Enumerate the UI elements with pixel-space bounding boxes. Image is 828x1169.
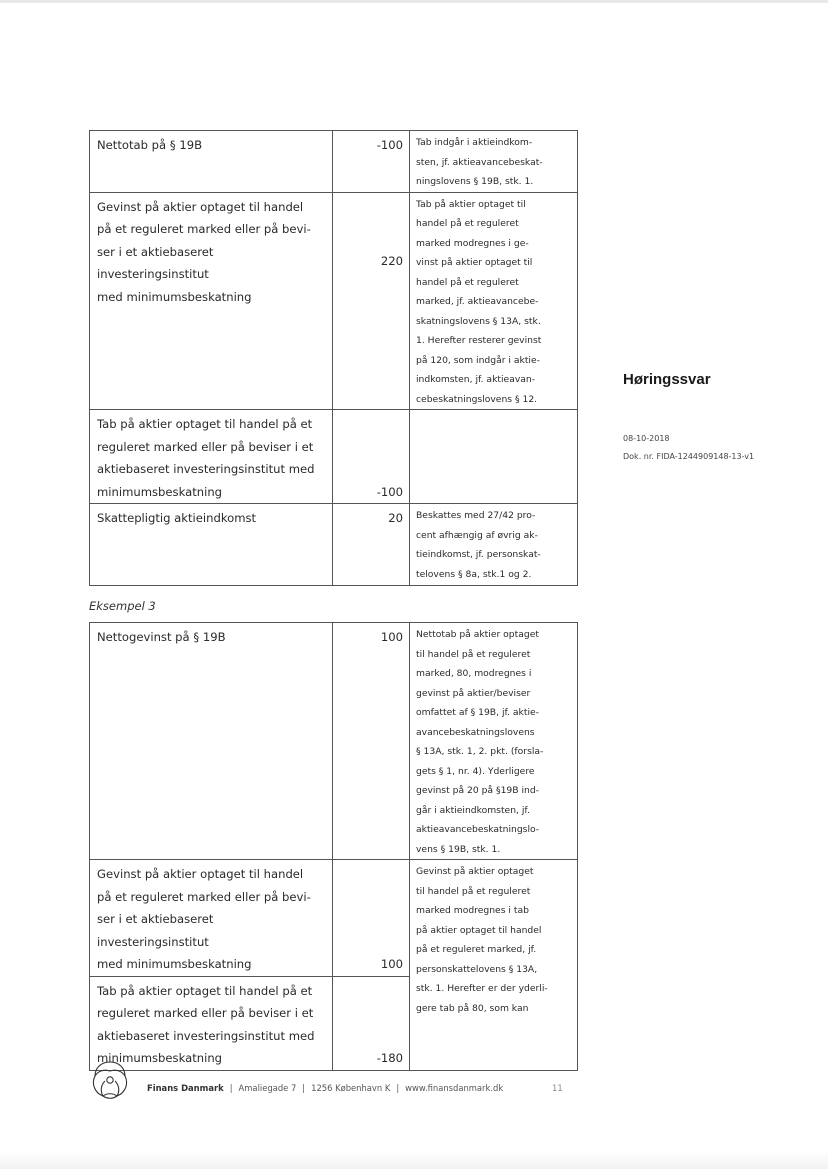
row-description [90,860,333,977]
description-line: på et reguleret marked eller på bevi- [97,222,311,236]
note-line: marked modregnes i ge- [416,237,529,249]
footer-website-link[interactable]: www.finansdanmark.dk [405,1083,504,1093]
value-text: 220 [380,253,403,268]
row-note [410,860,578,1071]
note-line: Gevinst på aktier optaget [416,866,534,877]
page-top-edge [0,0,828,3]
document-date: 08-10-2018 [623,434,670,443]
row-note-empty [410,410,578,504]
description-line: aktiebaseret investeringsinstitut med [97,1028,315,1043]
document-type-title: Høringssvar [623,371,711,388]
description-line: med minimumsbeskatning [97,957,252,971]
note-line: ningslovens § 19B, stk. 1. [416,176,534,187]
note-line: handel på et reguleret [416,218,519,229]
note-line: avancebeskatningslovens [416,726,535,738]
row-note [410,192,578,410]
note-line: gevinst på aktier/beviser [416,687,531,699]
note-line: aktieavancebeskatningslo- [416,824,540,835]
description-line: Tab på aktier optaget til handel på et [97,983,313,998]
note-line: gevinst på 20 på §19B ind- [416,785,540,796]
row-value [333,976,410,1070]
value-text: 100 [380,957,403,971]
row-description [90,131,333,193]
footer-separator: | [302,1083,306,1093]
note-line: tieindkomst, jf. personskat- [416,549,541,560]
table-row [90,504,578,586]
finans-danmark-logo-icon [89,1059,131,1101]
note-line: skatningslovens § 13A, stk. [416,315,541,327]
note-line: til handel på et reguleret [416,648,531,660]
description-line: med minimumsbeskatning [97,289,252,304]
note-line: går i aktieindkomsten, jf. [416,804,530,816]
note-line: gets § 1, nr. 4). Yderligere [416,765,535,777]
row-description [90,410,333,504]
note-line: Tab på aktier optaget til [416,198,526,210]
footer-separator: | [229,1083,233,1093]
note-line: på 120, som indgår i aktie- [416,354,540,366]
note-line: cebeskatningslovens § 12. [416,393,538,405]
table-row [90,131,578,193]
description-line: ser i et aktiebaseret investeringsinstitut [97,912,214,949]
table-row [90,192,578,410]
note-line: marked, jf. aktieavancebe- [416,296,539,307]
note-line: § 13A, stk. 1, 2. pkt. (forsla- [416,746,544,757]
value-text: -100 [376,484,403,499]
note-line: på aktier optaget til handel [416,924,542,936]
note-line: gere tab på 80, som kan [416,1002,529,1014]
note-line: handel på et reguleret [416,276,519,288]
document-number: Dok. nr. FIDA-1244909148-13-v1 [623,452,755,461]
note-line: vens § 19B, stk. 1. [416,843,501,855]
page-bottom-edge [0,1151,828,1169]
description-line: Tab på aktier optaget til handel på et [97,417,313,431]
table-row [90,623,578,860]
footer-contact-line [147,1083,503,1093]
footer-brand: Finans Danmark [147,1083,224,1093]
page-footer [89,1059,569,1107]
row-value: -100 [333,131,410,193]
row-note [410,504,578,586]
description-line: på et reguleret marked eller på bevi- [97,889,311,904]
description-line: Gevinst på aktier optaget til handel [97,867,304,881]
note-line: indkomsten, jf. aktieavan- [416,374,536,385]
note-line: vinst på aktier optaget til [416,257,533,268]
note-line: Beskattes med 27/42 pro- [416,510,536,521]
table-row [90,860,578,977]
note-line: sten, jf. aktieavancebeskat- [416,156,543,168]
note-line: på et reguleret marked, jf. [416,944,537,955]
description-line: reguleret marked eller på beviser i et [97,1006,314,1020]
row-value: 100 [333,623,410,860]
row-value [333,410,410,504]
page-number: 11 [552,1083,563,1093]
note-line: telovens § 8a, stk.1 og 2. [416,568,532,580]
note-line: omfattet af § 19B, jf. aktie- [416,707,539,718]
table-row [90,410,578,504]
note-line: marked, 80, modregnes i [416,668,532,679]
example-label: Eksempel 3 [89,599,156,613]
description-line: minimumsbeskatning [97,484,223,499]
description-line: ser i et aktiebaseret investeringsinstitut [97,244,214,281]
note-line: 1. Herefter resterer gevinst [416,335,542,346]
row-note [410,131,578,193]
row-description [90,504,333,586]
row-value [333,192,410,410]
note-line: marked modregnes i tab [416,905,529,916]
note-line: Nettotab på aktier optaget [416,629,539,640]
value-text: -180 [376,1051,403,1065]
description-line: Gevinst på aktier optaget til handel [97,199,304,214]
note-line: personskattelovens § 13A, [416,963,538,975]
footer-separator: | [396,1083,400,1093]
row-value: 20 [333,504,410,586]
note-line: til handel på et reguleret [416,885,531,897]
footer-city: 1256 København K [311,1083,391,1093]
tax-example-table-2 [89,622,578,1071]
note-line: Tab indgår i aktieindkom- [416,137,533,148]
row-description [90,192,333,410]
note-line: stk. 1. Herefter er der yderli- [416,983,548,994]
note-line: cent afhængig af øvrig ak- [416,529,538,541]
description-line: aktiebaseret investeringsinstitut med [97,462,315,476]
footer-address: Amaliegade 7 [238,1083,297,1093]
description-line: Skattepligtig aktieindkomst [97,511,257,525]
tax-example-table-1 [89,130,578,586]
description-line: reguleret marked eller på beviser i et [97,439,314,454]
row-note [410,623,578,860]
description-line: Nettogevinst på § 19B [97,630,226,644]
description-line: Nettotab på § 19B [97,138,203,152]
description-line: minimumsbeskatning [97,1051,223,1065]
row-description [90,623,333,860]
row-description [90,976,333,1070]
row-value [333,860,410,977]
